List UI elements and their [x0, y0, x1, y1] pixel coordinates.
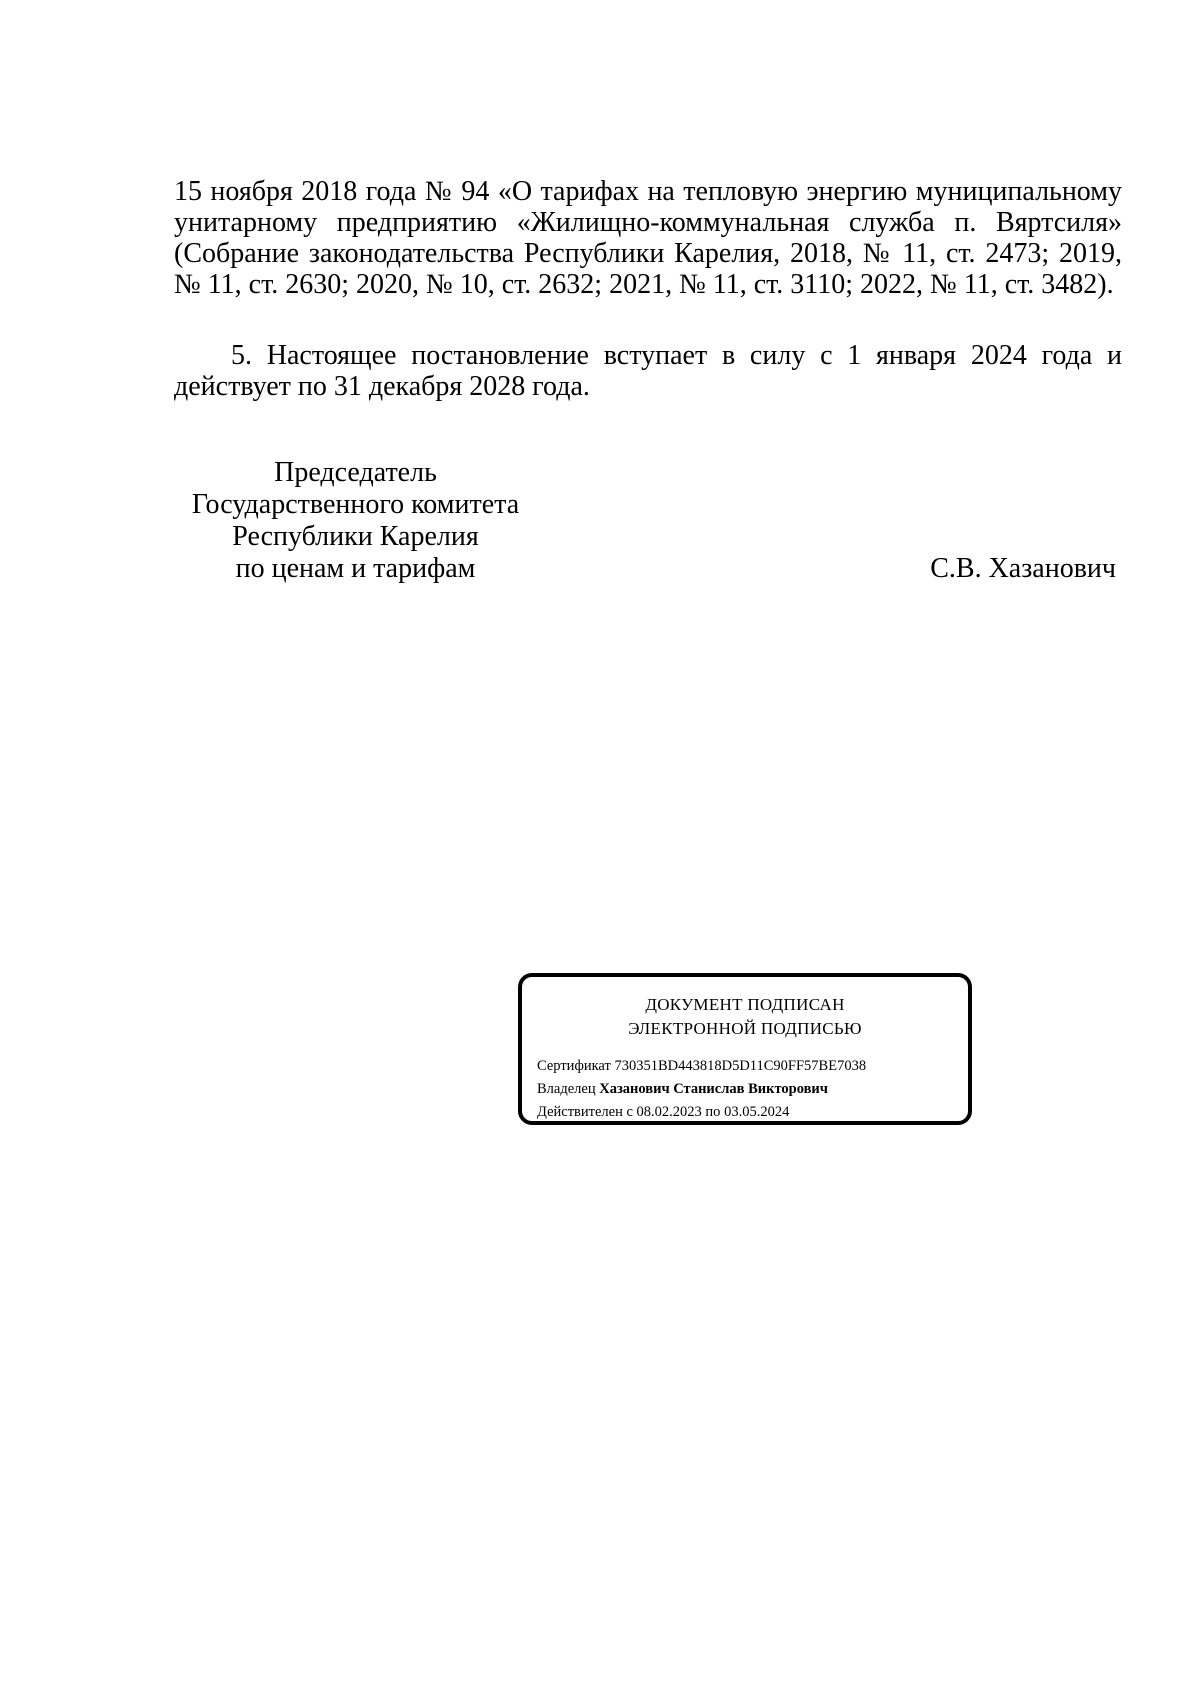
stamp-heading: [522, 993, 968, 1041]
owner-value: Хазанович Станислав Викторович: [599, 1081, 828, 1097]
signatory-title-line-1: Председатель: [274, 457, 437, 488]
stamp-validity-row: [537, 1101, 958, 1124]
paragraph-continuation: 15 ноября 2018 года № 94 «О тарифах на тепловую энергию муниципальному унитарному предприятию «Жилищно-коммунальная служба п. Вяртсиля» (Собрание законодательства Республики Карелия, 2018, № 11, ст. 2473; 2019, № 11, ст. 2630; 2020, № 10, ст. 2632; 2021, № 11, ст. 3110; 2022, № 11, ст. 3482).: [174, 176, 1122, 300]
signatory-title-line-4: по ценам и тарифам: [235, 553, 476, 584]
signatory-name: С.В. Хазанович: [930, 553, 1116, 584]
stamp-certificate-row: [537, 1055, 958, 1078]
signatory-title: [183, 457, 528, 585]
signatory-title-line-3: Республики Карелия: [232, 521, 479, 552]
owner-label: Владелец: [537, 1081, 596, 1097]
valid-to-date: 03.05.2024: [724, 1104, 790, 1120]
paragraph-5: 5. Настоящее постановление вступает в силу с 1 января 2024 года и действует по 31 декабря 2028 года.: [174, 340, 1122, 402]
valid-to-prefix: по: [705, 1104, 721, 1120]
stamp-heading-line-2: ЭЛЕКТРОННОЙ ПОДПИСЬЮ: [628, 1019, 862, 1038]
valid-from-prefix: с: [626, 1104, 633, 1120]
stamp-heading-line-1: ДОКУМЕНТ ПОДПИСАН: [645, 995, 845, 1014]
certificate-value: 730351BD443818D5D11C90FF57BE7038: [614, 1058, 867, 1074]
signatory-title-line-2: Государственного комитета: [191, 489, 520, 520]
electronic-signature-stamp: [518, 973, 972, 1125]
valid-from-date: 08.02.2023: [636, 1104, 702, 1120]
certificate-label: Сертификат: [537, 1058, 611, 1074]
stamp-owner-row: [537, 1078, 958, 1101]
stamp-details: [537, 1055, 958, 1124]
valid-label: Действителен: [537, 1104, 623, 1120]
